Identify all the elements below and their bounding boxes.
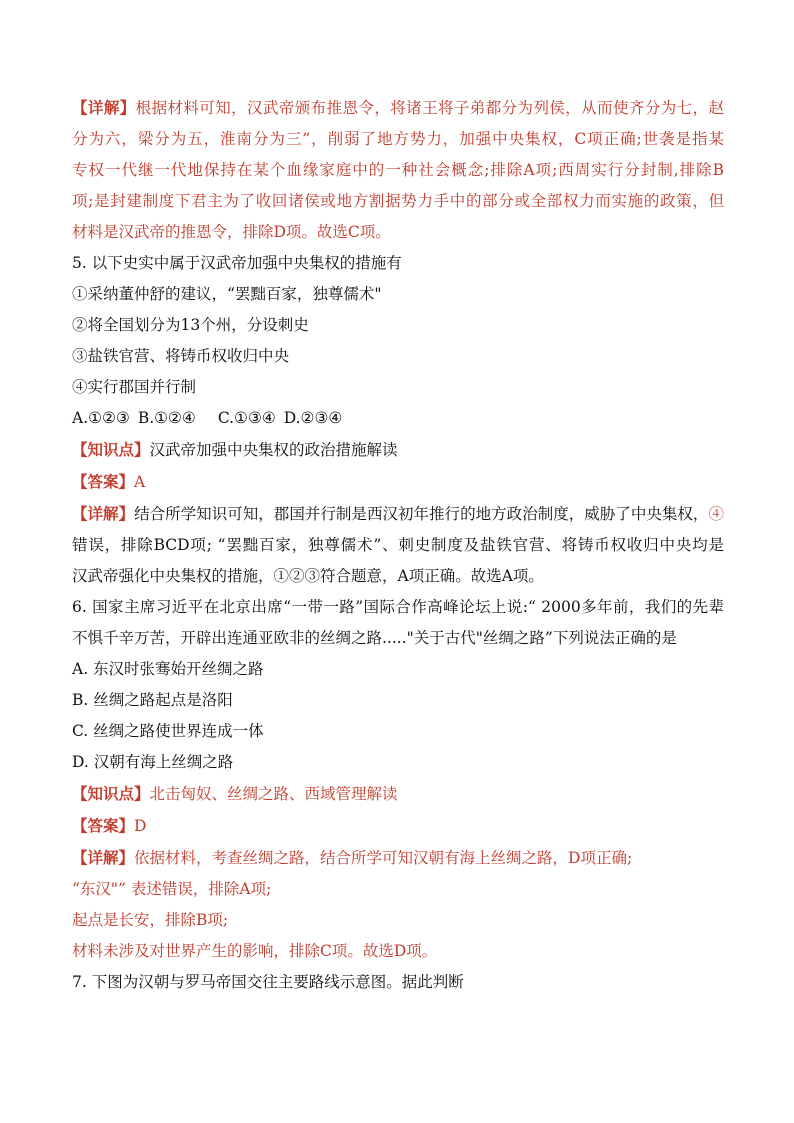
knowledge-text: 北击匈奴、丝绸之路、西域管理解读 xyxy=(149,785,398,803)
option-a: A. 东汉时张骞始开丝绸之路 xyxy=(72,660,264,678)
statement-item: ①采纳董仲舒的建议，“罢黜百家，独尊儒术" xyxy=(72,285,382,303)
detail-line: “东汉"” 表述错误，排除A项; xyxy=(72,880,272,898)
option-c: C.①③④ xyxy=(217,409,276,427)
question-stem: 5. 以下史实中属于汉武帝加强中央集权的措施有 xyxy=(72,254,402,272)
option-d: D.②③④ xyxy=(283,409,343,427)
statement-item: ③盐铁官营、将铸币权收归中央 xyxy=(72,347,290,365)
answer-tag: 【答案】 xyxy=(72,816,135,835)
detail-line xyxy=(72,92,724,124)
document-page xyxy=(72,92,724,998)
knowledge-tag: 【知识点】 xyxy=(72,440,150,459)
option-d: D. 汉朝有海上丝绸之路 xyxy=(72,753,234,771)
detail-line: 材料未涉及对世界产生的影响，排除C项。故选D项。 xyxy=(72,942,438,960)
detail-line: 起点是长安，排除B项; xyxy=(72,911,229,929)
detail-tag: 【详解】 xyxy=(72,98,136,117)
question-stem: 不惧千辛万苦，开辟出连通亚欧非的丝绸之路....."关于古代"丝绸之路”下列说法正确的是 xyxy=(72,629,677,647)
answer-line xyxy=(72,466,724,498)
answer-options xyxy=(72,403,724,434)
option-b: B. 丝绸之路起点是洛阳 xyxy=(72,691,233,709)
option-c: C. 丝绸之路使世界连成一体 xyxy=(72,722,264,740)
answer-tag: 【答案】 xyxy=(72,472,135,491)
detail-line: 分为六，梁分为五，淮南分为三”，削弱了地方势力，加强中央集权，C项正确;世袭是指某 xyxy=(72,130,724,148)
detail-text: 依据材料，考查丝绸之路，结合所学可知汉朝有海上丝绸之路，D项正确; xyxy=(134,849,633,867)
detail-tag: 【详解】 xyxy=(72,848,135,867)
answer-line xyxy=(72,810,724,842)
detail-text: 结合所学知识可知，郡国并行制是西汉初年推行的地方政治制度，威胁了中央集权， xyxy=(134,505,709,523)
answer-value: A xyxy=(134,473,146,491)
detail-text: ④ xyxy=(708,505,724,523)
knowledge-point xyxy=(72,434,724,466)
question-stem: 7. 下图为汉朝与罗马帝国交往主要路线示意图。据此判断 xyxy=(72,973,464,991)
knowledge-text: 汉武帝加强中央集权的政治措施解读 xyxy=(149,441,398,459)
option-b: B.①②④ xyxy=(137,409,196,427)
statement-item: ②将全国划分为13个州，分设刺史 xyxy=(72,316,309,334)
detail-line: 材料是汉武帝的推恩令，排除D项。故选C项。 xyxy=(72,223,391,241)
detail-line: 专权一代继一代地保持在某个血缘家庭中的一种社会概念;排除A项;西周实行分封制,排除B xyxy=(72,161,724,179)
detail-text: 根据材料可知，汉武帝颁布推恩令，将诸王将子弟都分为列侯，从而使齐分为七，赵 xyxy=(135,99,724,117)
detail-line: 错误，排除BCD项; “罢黜百家，独尊儒术”、刺史制度及盐铁官营、将铸币权收归中央均是 xyxy=(72,536,724,554)
detail-line: 项;是封建制度下君主为了收回诸侯或地方割据势力手中的部分或全部权力而实施的政策，但 xyxy=(72,192,724,210)
knowledge-point xyxy=(72,778,724,810)
knowledge-tag: 【知识点】 xyxy=(72,784,150,803)
option-a: A.①②③ xyxy=(72,409,130,427)
detail-tag: 【详解】 xyxy=(72,504,135,523)
statement-item: ④实行郡国并行制 xyxy=(72,378,197,396)
detail-line xyxy=(72,842,724,874)
detail-line: 汉武帝强化中央集权的措施，①②③符合题意，A项正确。故选A项。 xyxy=(72,567,544,585)
question-stem: 6. 国家主席习近平在北京出席“一带一路”国际合作高峰论坛上说:“ 2000多年前，我们的先辈 xyxy=(72,598,724,616)
answer-value: D xyxy=(134,817,147,835)
detail-line xyxy=(72,498,724,530)
